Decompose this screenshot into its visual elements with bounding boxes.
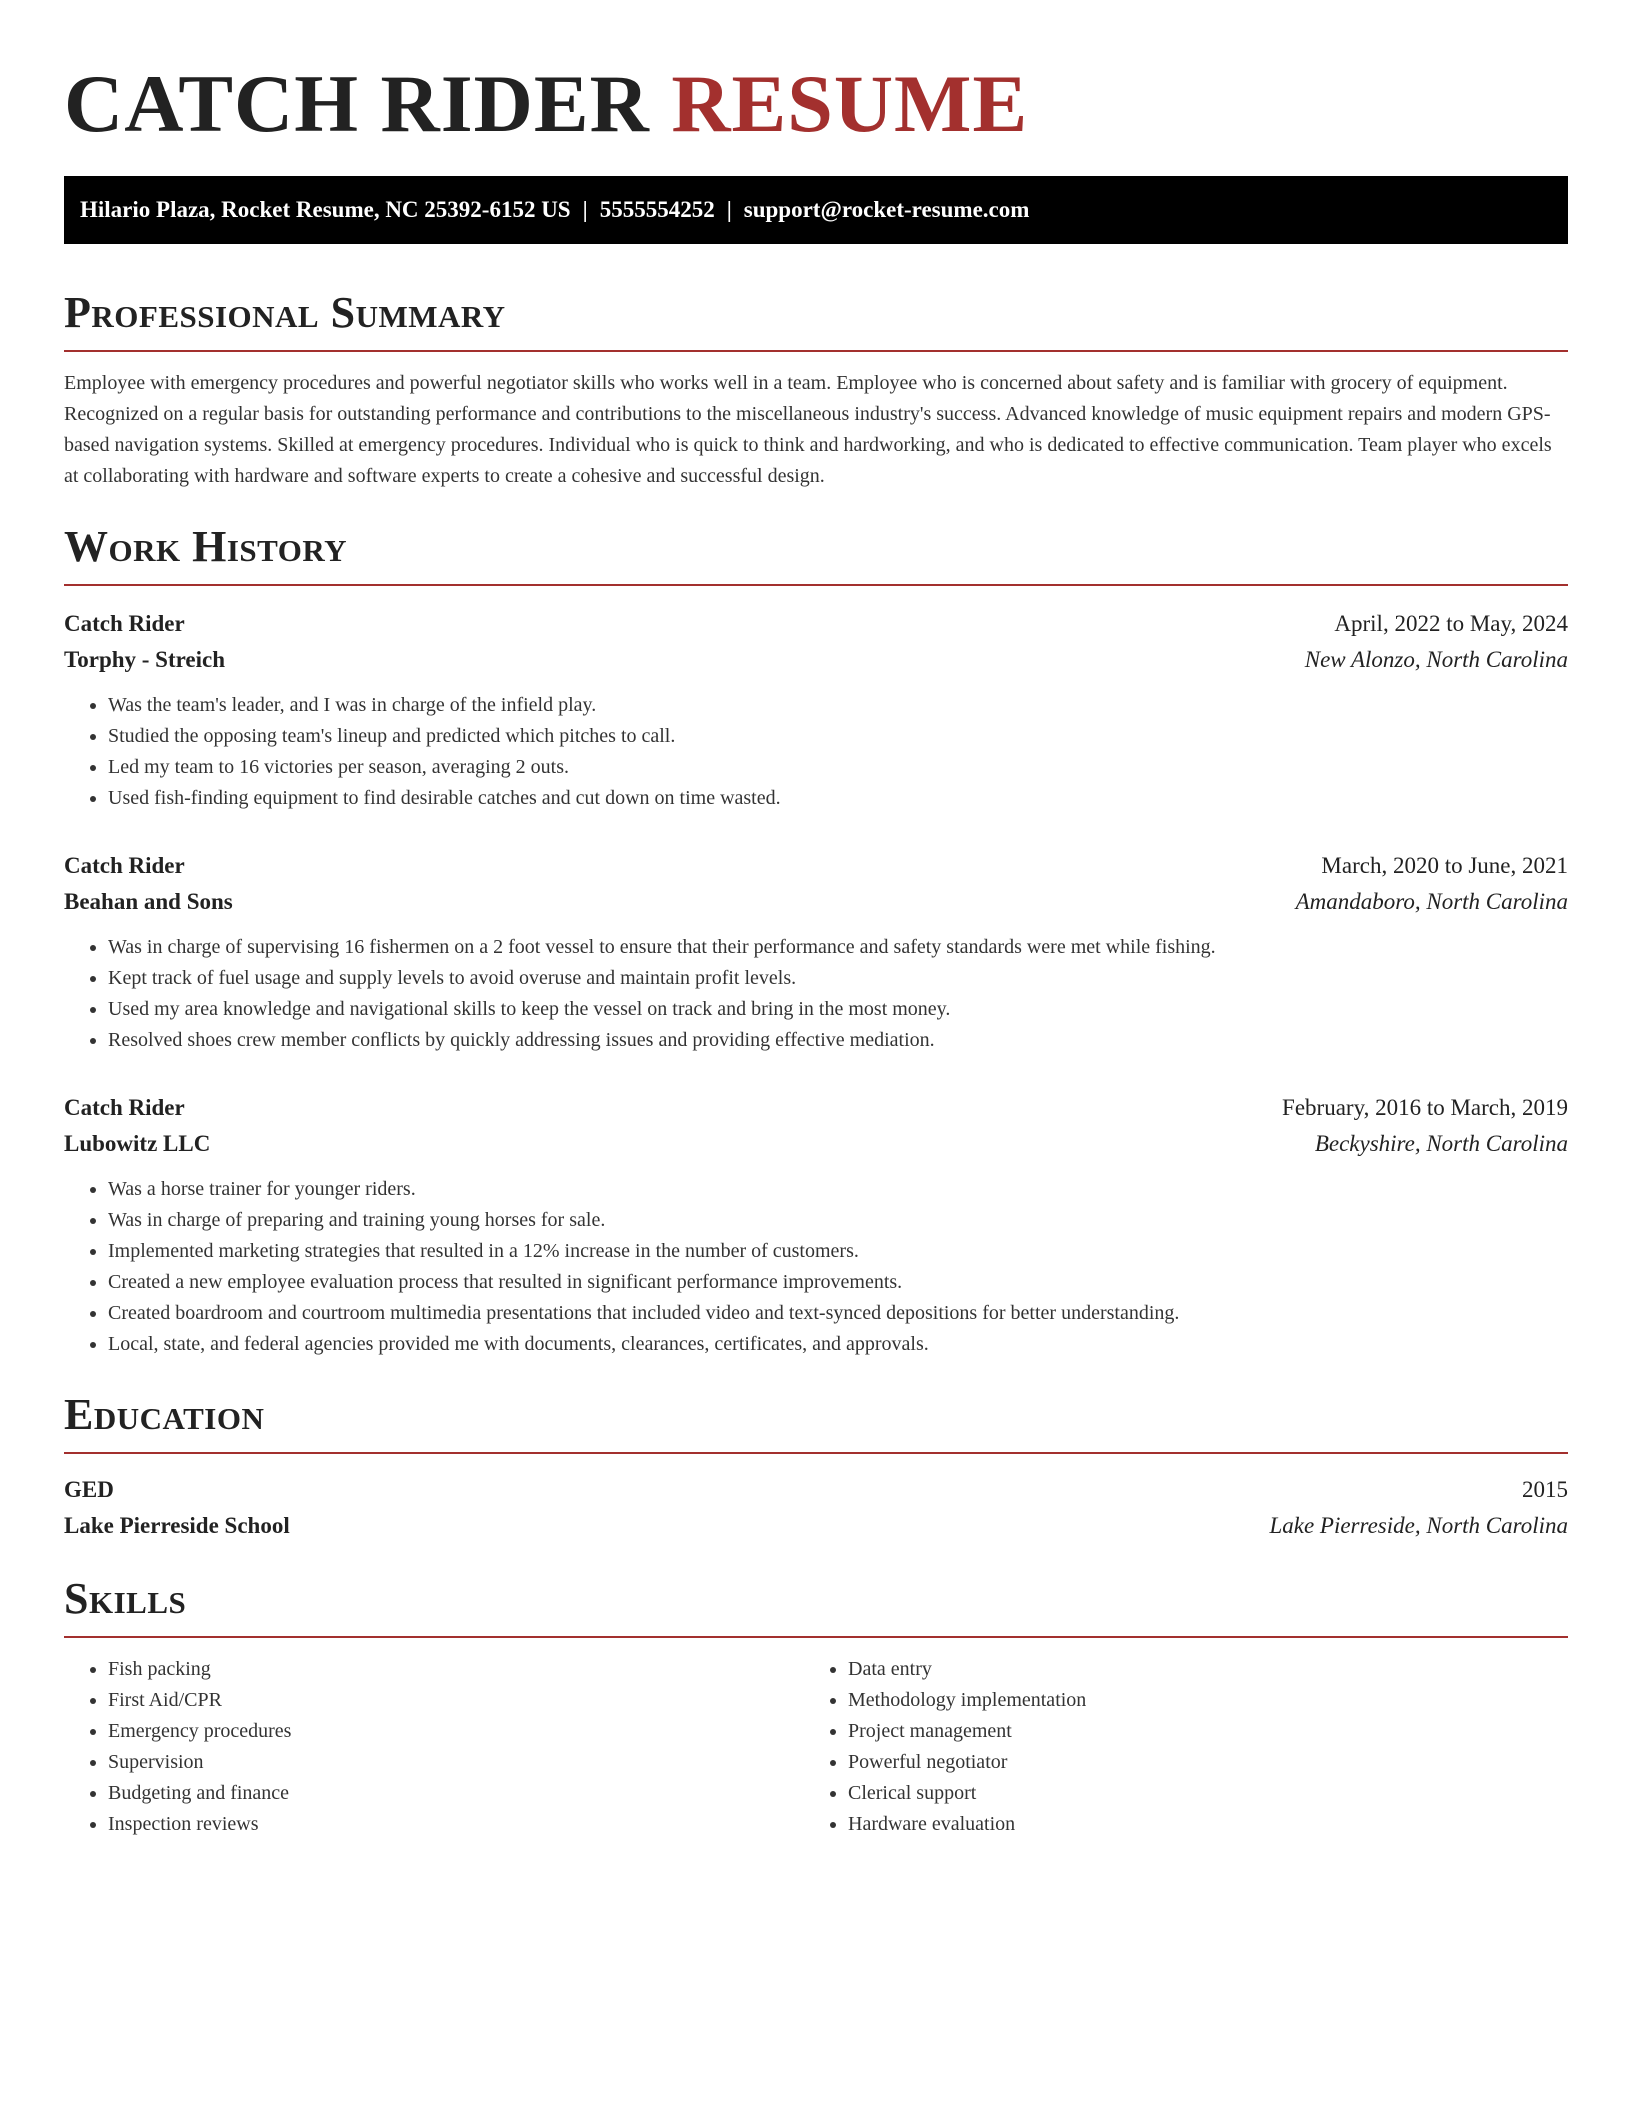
- education-year: 2015: [1522, 1477, 1568, 1502]
- job-entry: [64, 1090, 1568, 1360]
- summary-section: [64, 288, 1568, 492]
- contact-phone: 5555554252: [599, 197, 715, 222]
- job-bullet: • Implemented marketing strategies that resulted in a 12% increase in the number of customers.: [108, 1236, 1568, 1267]
- job-bullet: • Used my area knowledge and navigational skills to keep the vessel on track and bring in the most money.: [108, 994, 1568, 1025]
- job-bullet: • Was in charge of preparing and training young horses for sale.: [108, 1205, 1568, 1236]
- skill-item: • Supervision: [108, 1747, 804, 1778]
- education-heading: Education: [64, 1390, 1568, 1454]
- job-bullet: • Created boardroom and courtroom multimedia presentations that included video and text-synced depositions for better understanding.: [108, 1298, 1568, 1329]
- job-bullet: • Local, state, and federal agencies provided me with documents, clearances, certificates, and approvals.: [108, 1329, 1568, 1360]
- contact-address: Hilario Plaza, Rocket Resume, NC 25392-6152 US: [80, 197, 571, 222]
- contact-bar: [64, 176, 1568, 244]
- job-company: Lubowitz LLC: [64, 1131, 211, 1156]
- skill-item: • Clerical support: [848, 1778, 1544, 1809]
- summary-text: Employee with emergency procedures and powerful negotiator skills who works well in a team. Employee who is concerned about safety and is familiar with grocery of equipment. Recognized on a regular basis for outstanding performance and contributions to the miscellaneous industry's success. Advanced knowledge of music equipment repairs and modern GPS-based navigation systems. Skilled at emergency procedures. Individual who is quick to think and hardworking, and who is dedicated to effective communication. Team player who excels at collaborating with hardware and software experts to create a cohesive and successful design.: [64, 372, 1552, 487]
- education-entry: [64, 1472, 1568, 1544]
- job-dates: April, 2022 to May, 2024: [1334, 611, 1568, 636]
- resume-title: [64, 58, 1568, 158]
- summary-heading: Professional Summary: [64, 288, 1568, 352]
- skill-item: • Budgeting and finance: [108, 1778, 804, 1809]
- education-location: Lake Pierreside, North Carolina: [1269, 1513, 1568, 1538]
- job-bullets: [64, 1174, 1568, 1360]
- job-entry: [64, 606, 1568, 814]
- contact-separator: |: [726, 197, 732, 222]
- skill-item: • Emergency procedures: [108, 1716, 804, 1747]
- skills-heading: Skills: [64, 1574, 1568, 1638]
- job-company: Beahan and Sons: [64, 889, 233, 914]
- skill-item: • Inspection reviews: [108, 1809, 804, 1840]
- title-resume: RESUME: [671, 58, 1029, 149]
- job-bullet: • Led my team to 16 victories per season, averaging 2 outs.: [108, 752, 1568, 783]
- job-location: New Alonzo, North Carolina: [1304, 647, 1568, 672]
- title-name: CATCH RIDER: [64, 58, 650, 149]
- skills-section: [64, 1574, 1568, 1840]
- job-bullet: • Studied the opposing team's lineup and predicted which pitches to call.: [108, 721, 1568, 752]
- job-company: Torphy - Streich: [64, 647, 226, 672]
- contact-separator: |: [582, 197, 588, 222]
- job-bullet: • Created a new employee evaluation process that resulted in significant performance improvements.: [108, 1267, 1568, 1298]
- resume-page: [64, 0, 1568, 1840]
- job-title: Catch Rider: [64, 611, 185, 636]
- job-bullet: • Resolved shoes crew member conflicts by quickly addressing issues and providing effective mediation.: [108, 1025, 1568, 1056]
- job-bullet: • Was the team's leader, and I was in charge of the infield play.: [108, 690, 1568, 721]
- job-bullet: • Was a horse trainer for younger riders.: [108, 1174, 1568, 1205]
- education-school: Lake Pierreside School: [64, 1513, 290, 1538]
- job-entry: [64, 848, 1568, 1056]
- education-section: [64, 1390, 1568, 1544]
- contact-email: support@rocket-resume.com: [743, 197, 1030, 222]
- job-dates: February, 2016 to March, 2019: [1282, 1095, 1568, 1120]
- job-bullet: • Used fish-finding equipment to find desirable catches and cut down on time wasted.: [108, 783, 1568, 814]
- job-bullet: • Was in charge of supervising 16 fishermen on a 2 foot vessel to ensure that their performance and safety standards were met while fishing.: [108, 932, 1568, 963]
- skill-item: • Project management: [848, 1716, 1544, 1747]
- skill-item: • Fish packing: [108, 1654, 804, 1685]
- job-location: Beckyshire, North Carolina: [1314, 1131, 1568, 1156]
- job-bullets: [64, 690, 1568, 814]
- job-title: Catch Rider: [64, 1095, 185, 1120]
- job-dates: March, 2020 to June, 2021: [1321, 853, 1568, 878]
- skills-column-right: [804, 1654, 1544, 1840]
- skill-item: • Hardware evaluation: [848, 1809, 1544, 1840]
- work-history-section: [64, 522, 1568, 1360]
- skill-item: • Powerful negotiator: [848, 1747, 1544, 1778]
- skills-grid: [64, 1654, 1568, 1840]
- work-history-heading: Work History: [64, 522, 1568, 586]
- skill-item: • First Aid/CPR: [108, 1685, 804, 1716]
- education-degree: GED: [64, 1477, 114, 1502]
- job-bullet: • Kept track of fuel usage and supply levels to avoid overuse and maintain profit levels.: [108, 963, 1568, 994]
- skill-item: • Data entry: [848, 1654, 1544, 1685]
- job-title: Catch Rider: [64, 853, 185, 878]
- skills-column-left: [64, 1654, 804, 1840]
- job-location: Amandaboro, North Carolina: [1295, 889, 1568, 914]
- skill-item: • Methodology implementation: [848, 1685, 1544, 1716]
- job-bullets: [64, 932, 1568, 1056]
